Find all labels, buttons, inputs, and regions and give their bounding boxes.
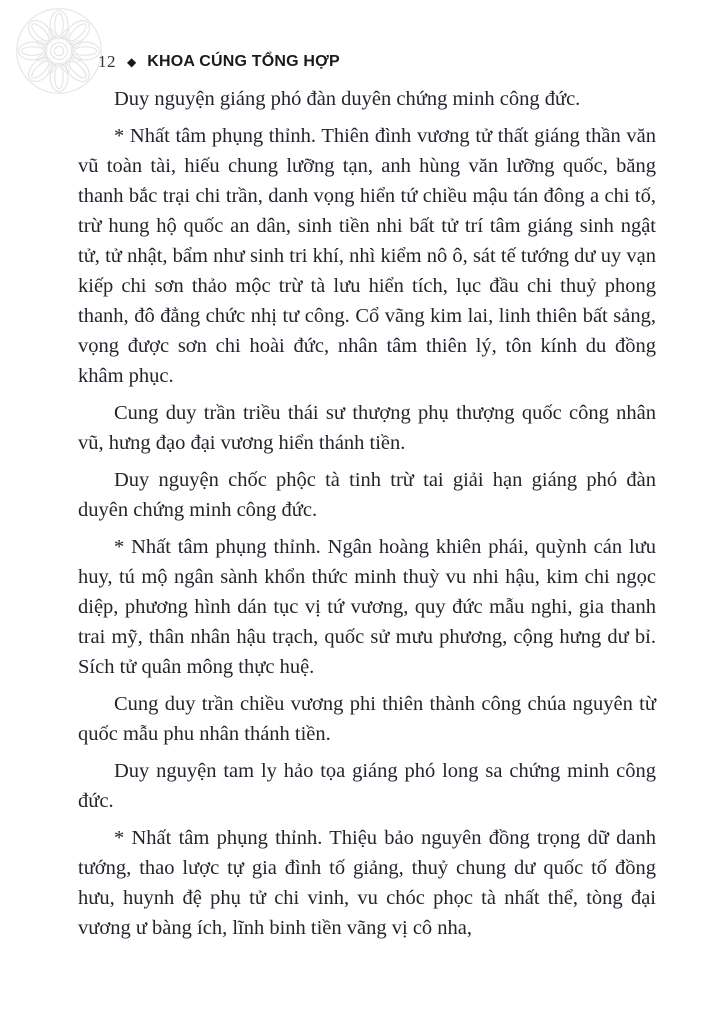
paragraph: * Nhất tâm phụng thỉnh. Ngân hoàng khiên phái, quỳnh cán lưu huy, tú mộ ngân sành khổn thức minh thuỳ vu nhi hậu, kim chi ngọc diệp, phương hình dán tục vị tứ vương, quy đức mẫu nghi, gia thanh trai mỹ, thân nhân hậu trạch, quốc sử mưu phương, cộng hưng dư bỉ. Sích tử quân mông thực huệ. — [78, 536, 656, 678]
paragraph: Cung duy trần chiều vương phi thiên thành công chúa nguyên từ quốc mẫu phu nhân thánh tiền. — [78, 693, 656, 745]
diamond-separator-icon: ◆ — [127, 55, 137, 69]
page-body — [78, 84, 656, 950]
running-title: KHOA CÚNG TỔNG HỢP — [147, 53, 340, 70]
paragraph: Duy nguyện chốc phộc tà tinh trừ tai giải hạn giáng phó đàn duyên chứng minh công đức. — [78, 469, 656, 521]
page-header — [98, 52, 340, 72]
page-number: 12 — [98, 52, 116, 71]
paragraph: * Nhất tâm phụng thỉnh. Thiên đình vương tử thất giáng thần văn vũ toàn tài, hiếu chung lưỡng tạn, anh hùng văn lưỡng quốc, băng thanh bắc trại chi trần, danh vọng hiển tứ chiều mậu tán đông a chi tố, trừ hung hộ quốc an dân, sinh tiền nhi bất tử trí tâm giáng sinh ngật tử, tử nhật, bẩm như sinh tri khí, nhì kiểm nô ô, sát tế tướng dư uy vạn kiếp chi sơn thảo mộc trừ tà lưu hiển tích, lục đầu chi thuỷ phong thanh, đô đẳng chức nhị tư công. Cổ vãng kim lai, linh thiên bất sảng, vọng được sơn chi hoài đức, nhân tâm thiên lý, tôn kính du đồng khâm phục. — [78, 125, 656, 387]
paragraph: Duy nguyện tam ly hảo tọa giáng phó long sa chứng minh công đức. — [78, 760, 656, 812]
paragraph: Cung duy trần triều thái sư thượng phụ thượng quốc công nhân vũ, hưng đạo đại vương hiển thánh tiền. — [78, 402, 656, 454]
paragraph: * Nhất tâm phụng thỉnh. Thiệu bảo nguyên đồng trọng dữ danh tướng, thao lược tự gia đình tố giảng, thuỷ chung dư quốc tố đồng hưu, huynh đệ phụ tử chi vinh, vu chóc phọc tà nhất thể, tòng đại vương ư bàng ích, lĩnh binh tiền vãng vị cô nha, — [78, 827, 656, 939]
paragraph: Duy nguyện giáng phó đàn duyên chứng minh công đức. — [114, 88, 581, 110]
